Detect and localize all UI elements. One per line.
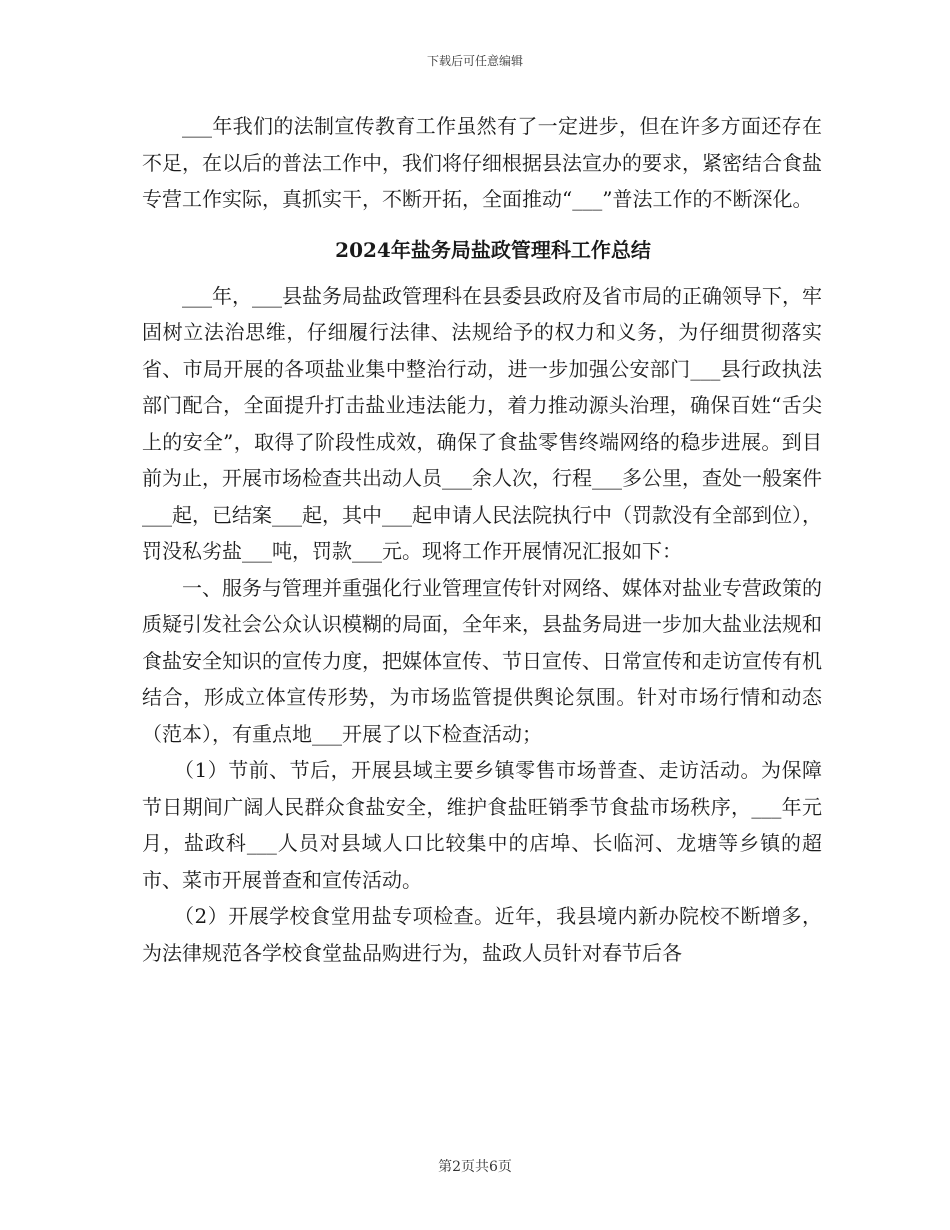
paragraph-section-one: 一、服务与管理并重强化行业管理宣传针对网络、媒体对盐业专营政策的质疑引发社会公众认识模糊的局面，全年来，县盐务局进一步加大盐业法规和食盐安全知识的宣传力度，把媒体宣传、节日宣传、日常宣传和走访宣传有机结合，形成立体宣传形势，为市场监管提供舆论氛围。针对市场行情和动态（范本），有重点地___开展了以下检查活动；: [142, 575, 822, 746]
paragraph-item-1: （1）节前、节后，开展县域主要乡镇零售市场普查、走访活动。为保障节日期间广阔人民群众食盐安全，维护食盐旺销季节食盐市场秩序，___年元月，盐政科___人员对县域人口比较集中的店埠、长临河、龙塘等乡镇的超市、菜市开展普查和宣传活动。: [142, 758, 822, 892]
document-body: [142, 108, 822, 971]
intro-paragraph: ___年我们的法制宣传教育工作虽然有了一定进步，但在许多方面还存在不足，在以后的普法工作中，我们将仔细根据县法宣办的要求，紧密结合食盐专营工作实际，真抓实干，不断开拓，全面推动“___”普法工作的不断深化。: [142, 114, 822, 211]
paragraph-summary: ___年，___县盐务局盐政管理科在县委县政府及省市局的正确领导下，牢固树立法治思维，仔细履行法律、法规给予的权力和义务，为仔细贯彻落实省、市局开展的各项盐业集中整治行动，进一步加强公安部门___县行政执法部门配合，全面提升打击盐业违法能力，着力推动源头治理，确保百姓“舌尖上的安全”，取得了阶段性成效，确保了食盐零售终端网络的稳步进展。到目前为止，开展市场检查共出动人员___余人次，行程___多公里，查处一般案件___起，已结案___起，其中___起申请人民法院执行中（罚款没有全部到位），罚没私劣盐___吨，罚款___元。现将工作开展情况汇报如下：: [142, 283, 822, 563]
page-footer: 第2页共6页: [438, 1159, 512, 1175]
page-header: 下载后可任意编辑: [426, 54, 523, 68]
document-title: 2024年盐务局盐政管理科工作总结: [335, 237, 651, 262]
paragraph-item-2: （2）开展学校食堂用盐专项检查。近年，我县境内新办院校不断增多，为法律规范各学校食堂盐品购进行为，盐政人员针对春节后各: [142, 904, 822, 965]
